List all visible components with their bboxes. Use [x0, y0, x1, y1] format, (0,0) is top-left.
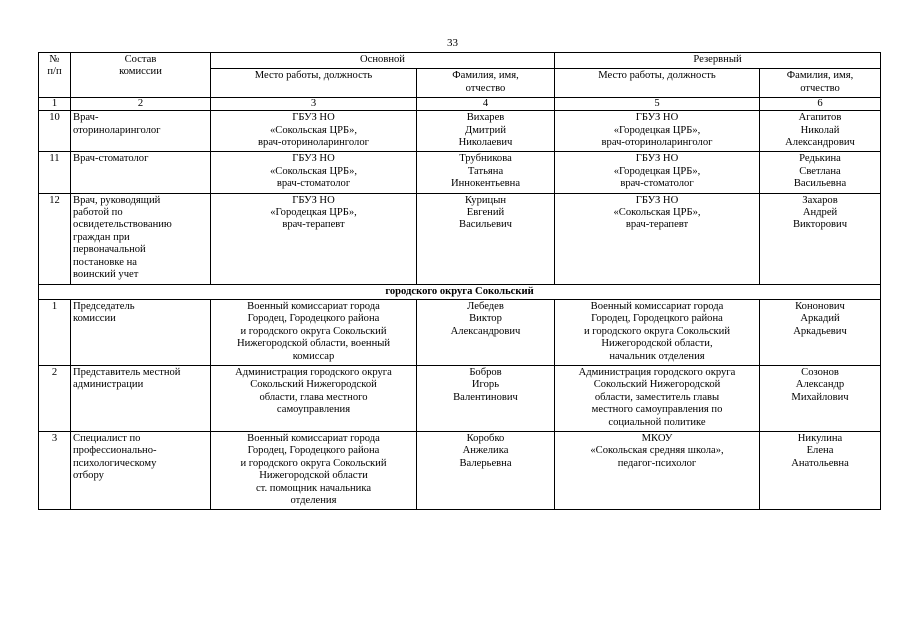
column-number: 4 [417, 98, 555, 111]
cell-line: Сокольский Нижегородской [593, 379, 721, 391]
cell-line: Андрей [802, 207, 838, 219]
main-name-cell [417, 193, 555, 284]
cell-line: педагог-психолог [617, 457, 697, 469]
reserve-workplace-cell [555, 365, 760, 431]
cell-line: ГБУЗ НО [292, 153, 335, 165]
cell-line: Врач, руководящий [73, 194, 161, 206]
cell-line: врач-оториноларинголог [258, 137, 369, 149]
table-body-part2 [39, 299, 881, 510]
cell-line: Специалист по [73, 432, 141, 444]
cell-line: оториноларинголог [73, 124, 161, 136]
header-main-name: Фамилия, имя, отчество [417, 69, 555, 98]
header-main-workplace: Место работы, должность [211, 69, 417, 98]
section-divider [39, 284, 881, 299]
main-name-cell [417, 111, 555, 152]
cell-line: «Городецкая ЦРБ», [613, 165, 701, 177]
cell-line: освидетельствованию [73, 219, 172, 231]
reserve-name-cell [760, 152, 881, 193]
cell-line: Военный комиссариат города [247, 432, 380, 444]
header-reserve: Резервный [555, 53, 881, 69]
main-workplace-cell [211, 365, 417, 431]
cell-line: Николай [800, 124, 840, 136]
role-cell [71, 193, 211, 284]
cell-line: Викторович [792, 219, 848, 231]
reserve-workplace-cell [555, 111, 760, 152]
table-row [39, 299, 881, 365]
main-workplace-cell [211, 299, 417, 365]
cell-line: и городского округа Сокольский [240, 457, 387, 469]
cell-line: Врач- [73, 112, 99, 124]
table-row [39, 193, 881, 284]
cell-line: Бобров [469, 366, 502, 378]
row-number: 12 [39, 193, 71, 284]
column-number-row [39, 98, 881, 111]
table-row [39, 431, 881, 509]
cell-line: «Сокольская ЦРБ», [269, 165, 358, 177]
cell-line: Вихарев [466, 112, 505, 124]
cell-line: Нижегородской области, [601, 338, 713, 350]
header-num: № п/п [39, 53, 71, 98]
cell-line: первоначальной [73, 244, 146, 256]
cell-line: Никулина [797, 432, 843, 444]
reserve-workplace-cell [555, 431, 760, 509]
cell-line: Военный комиссариат города [247, 300, 380, 312]
row-number: 3 [39, 431, 71, 509]
cell-line: начальник отделения [609, 350, 705, 362]
cell-line: Врач-стоматолог [73, 153, 149, 165]
cell-line: Анатольевна [791, 457, 849, 469]
column-number: 6 [760, 98, 881, 111]
column-number: 1 [39, 98, 71, 111]
cell-line: ГБУЗ НО [635, 112, 679, 124]
cell-line: Созонов [801, 366, 839, 378]
reserve-name-cell [760, 111, 881, 152]
header-reserve-workplace: Место работы, должность [555, 69, 760, 98]
cell-line: Редькина [799, 153, 841, 165]
cell-line: самоуправления [276, 404, 351, 416]
header-reserve-name: Фамилия, имя, отчество [760, 69, 881, 98]
cell-line: Военный комиссариат города [590, 300, 724, 312]
reserve-workplace-cell [555, 193, 760, 284]
cell-line: области, глава местного [259, 391, 368, 403]
cell-line: граждан при [73, 231, 130, 243]
cell-line: Председатель [73, 300, 135, 312]
cell-line: «Сокольская средняя школа», [590, 445, 724, 457]
table-row [39, 111, 881, 152]
column-number: 5 [555, 98, 760, 111]
cell-line: комиссии [73, 313, 116, 325]
cell-line: местного самоуправления по [591, 404, 723, 416]
cell-line: Игорь [471, 379, 500, 391]
cell-line: Нижегородской области, военный [236, 338, 391, 350]
cell-line: Городец, Городецкого района [247, 313, 380, 325]
main-name-cell [417, 365, 555, 431]
cell-line: врач-стоматолог [620, 178, 694, 190]
cell-line: воинский учет [73, 269, 139, 281]
cell-line: «Городецкая ЦРБ», [270, 207, 357, 219]
cell-line: Елена [806, 445, 834, 457]
main-name-cell [417, 152, 555, 193]
cell-line: постановке на [73, 256, 137, 268]
cell-line: психологическому [73, 457, 157, 469]
cell-line: Агапитов [798, 112, 842, 124]
reserve-name-cell [760, 299, 881, 365]
cell-line: Светлана [799, 165, 841, 177]
cell-line: Сокольский Нижегородской [250, 379, 377, 391]
cell-line: Кононович [795, 300, 845, 312]
cell-line: Дмитрий [465, 124, 506, 136]
cell-line: Иннокентьевна [450, 178, 521, 190]
cell-line: врач-терапевт [625, 219, 689, 231]
cell-line: работой по [73, 207, 123, 219]
cell-line: Васильевич [459, 219, 512, 231]
cell-line: Курицын [465, 194, 506, 206]
cell-line: отбору [73, 470, 104, 482]
cell-line: «Сокольская ЦРБ», [613, 207, 701, 219]
section-title: городского округа Сокольский [39, 284, 881, 299]
cell-line: Евгений [466, 207, 505, 219]
reserve-workplace-cell [555, 152, 760, 193]
cell-line: Нижегородской области [259, 470, 368, 482]
cell-line: Лебедев [467, 300, 504, 312]
cell-line: «Сокольская ЦРБ», [269, 124, 358, 136]
row-number: 11 [39, 152, 71, 193]
cell-line: и городского округа Сокольский [583, 325, 731, 337]
table-row [39, 365, 881, 431]
cell-line: ст. помощник начальника [255, 482, 372, 494]
cell-line: Татьяна [467, 165, 504, 177]
cell-line: Представитель местной [73, 366, 181, 378]
cell-line: Александрович [785, 137, 855, 149]
cell-line: врач-оториноларинголог [601, 137, 713, 149]
main-name-cell [417, 299, 555, 365]
cell-line: Валентинович [453, 391, 518, 403]
reserve-name-cell [760, 431, 881, 509]
role-cell [71, 431, 211, 509]
header-main: Основной [211, 53, 555, 69]
table-header [39, 53, 881, 111]
cell-line: Администрация городского округа [578, 366, 736, 378]
role-cell [71, 152, 211, 193]
reserve-name-cell [760, 193, 881, 284]
table-body-part1 [39, 111, 881, 284]
cell-line: Виктор [469, 313, 502, 325]
cell-line: Администрация городского округа [235, 366, 392, 378]
cell-line: Валерьевна [459, 457, 512, 469]
cell-line: ГБУЗ НО [635, 194, 679, 206]
cell-line: врач-терапевт [282, 219, 345, 231]
cell-line: Николаевич [458, 137, 513, 149]
row-number: 2 [39, 365, 71, 431]
cell-line: комиссар [292, 350, 335, 362]
header-composition: Состав комиссии [71, 53, 211, 98]
cell-line: и городского округа Сокольский [240, 325, 387, 337]
main-workplace-cell [211, 431, 417, 509]
reserve-workplace-cell [555, 299, 760, 365]
cell-line: Аркадий [800, 313, 840, 325]
main-workplace-cell [211, 193, 417, 284]
row-number: 1 [39, 299, 71, 365]
cell-line: Коробко [466, 432, 505, 444]
cell-line: ГБУЗ НО [292, 194, 335, 206]
cell-line: «Городецкая ЦРБ», [613, 124, 701, 136]
cell-line: МКОУ [641, 432, 673, 444]
cell-line: врач-стоматолог [276, 178, 351, 190]
page-number: 33 [447, 37, 458, 49]
cell-line: администрации [73, 379, 144, 391]
cell-line: Захаров [802, 194, 838, 206]
cell-line: отделения [290, 495, 337, 506]
cell-line: Михайлович [791, 391, 849, 403]
cell-line: области, заместитель главы [594, 391, 720, 403]
role-cell [71, 111, 211, 152]
cell-line: Городец, Городецкого района [247, 445, 380, 457]
cell-line: ГБУЗ НО [292, 112, 335, 124]
cell-line: Васильевна [793, 178, 847, 190]
cell-line: социальной политике [608, 416, 706, 428]
column-number: 3 [211, 98, 417, 111]
cell-line: Анжелика [462, 445, 509, 457]
cell-line: Городец, Городецкого района [591, 313, 723, 325]
role-cell [71, 365, 211, 431]
main-name-cell [417, 431, 555, 509]
main-workplace-cell [211, 111, 417, 152]
row-number: 10 [39, 111, 71, 152]
cell-line: Аркадьевич [793, 325, 847, 337]
commission-table [38, 52, 881, 510]
cell-line: профессионально- [73, 445, 157, 457]
cell-line: Александрович [450, 325, 521, 337]
reserve-name-cell [760, 365, 881, 431]
cell-line: Александр [795, 379, 845, 391]
cell-line: Трубникова [459, 153, 512, 165]
role-cell [71, 299, 211, 365]
main-workplace-cell [211, 152, 417, 193]
column-number: 2 [71, 98, 211, 111]
cell-line: ГБУЗ НО [635, 153, 679, 165]
table-row [39, 152, 881, 193]
